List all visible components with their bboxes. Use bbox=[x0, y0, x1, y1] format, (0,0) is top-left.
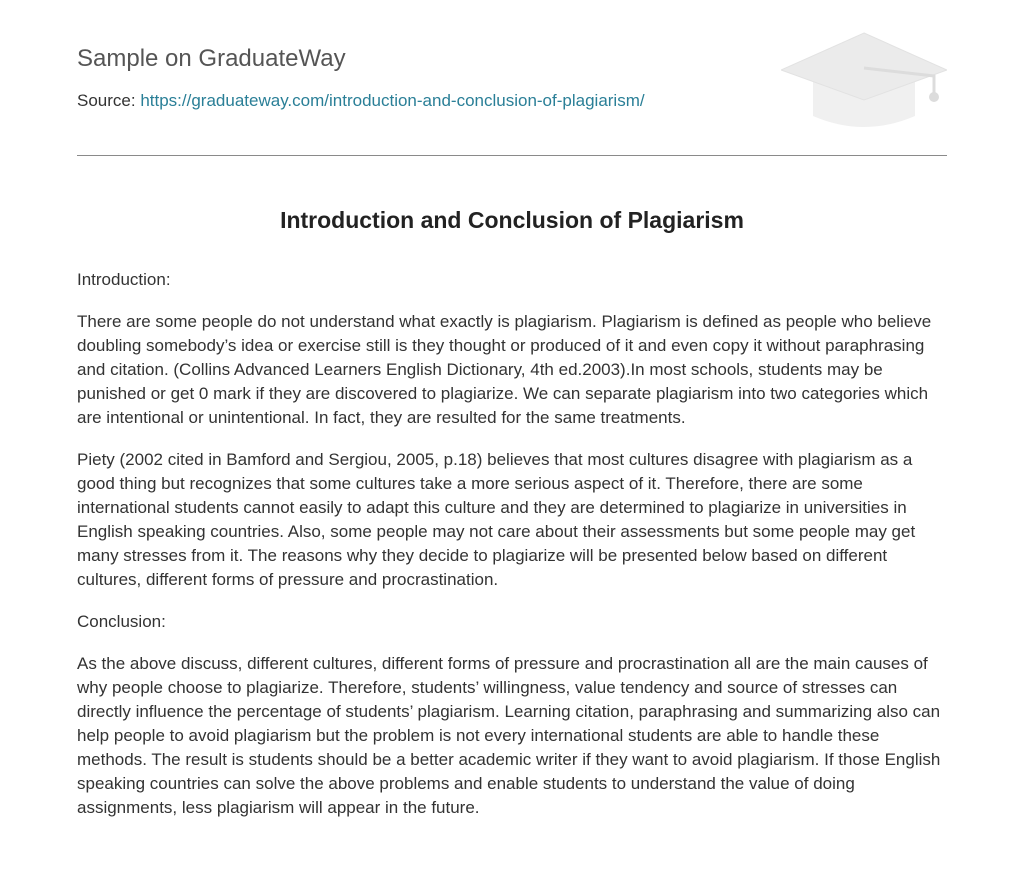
header-divider bbox=[77, 155, 947, 156]
source-line bbox=[77, 90, 645, 112]
article-title: Introduction and Conclusion of Plagiarism bbox=[280, 207, 744, 233]
article-body bbox=[77, 268, 949, 838]
section-heading-introduction: Introduction: bbox=[77, 270, 171, 289]
section-heading-conclusion: Conclusion: bbox=[77, 612, 166, 631]
graduation-cap-icon bbox=[781, 32, 947, 132]
source-link[interactable]: https://graduateway.com/introduction-and-conclusion-of-plagiarism/ bbox=[140, 91, 645, 110]
site-title: Sample on GraduateWay bbox=[77, 45, 346, 72]
page-header bbox=[77, 44, 947, 156]
paragraph: There are some people do not understand what exactly is plagiarism. Plagiarism is defined as people who believe doubling somebody’s idea or exercise still is they thought or produced of it and even copy it without paraphrasing and citation. (Collins Advanced Learners English Dictionary, 4th ed.2003).In most schools, students may be punished or get 0 mark if they are discovered to plagiarize. We can separate plagiarism into two categories which are intentional or unintentional. In fact, they are resulted for the same treatments. bbox=[77, 312, 932, 427]
paragraph: Piety (2002 cited in Bamford and Sergiou, 2005, p.18) believes that most cultures disagree with plagiarism as a good thing but recognizes that some cultures take a more serious aspect of it. Therefore, there are some international students cannot easily to adapt this culture and they are determined to plagiarize in universities in English speaking countries. Also, some people may not care about their assessments but some people may get many stresses from it. The reasons why they decide to plagiarize will be presented below based on different cultures, different forms of pressure and procrastination. bbox=[77, 450, 916, 589]
paragraph: As the above discuss, different cultures, different forms of pressure and procrastination all are the main causes of why people choose to plagiarize. Therefore, students’ willingness, value tendency and source of stresses can directly influence the percentage of students’ plagiarism. Learning citation, paraphrasing and summarizing also can help people to avoid plagiarism but the problem is not every international students are able to handle these methods. The result is students should be a better academic writer if they want to avoid plagiarism. If those English speaking countries can solve the above problems and enable students to understand the value of doing assignments, less plagiarism will appear in the future. bbox=[77, 654, 941, 817]
source-label: Source: bbox=[77, 91, 136, 110]
